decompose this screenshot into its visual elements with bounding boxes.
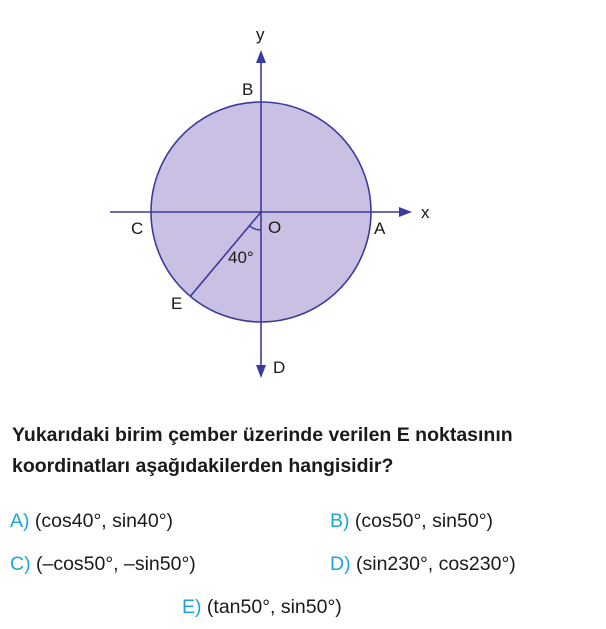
question-line-2: koordinatları aşağıdakilerden hangisidir? xyxy=(12,455,394,477)
option-d[interactable] xyxy=(330,553,516,576)
y-axis-arrow-icon xyxy=(256,50,266,63)
option-d-key: D) xyxy=(330,553,351,575)
point-a-label: A xyxy=(374,219,386,238)
option-e-text: (tan50°, sin50°) xyxy=(201,596,342,618)
x-axis-arrow-icon xyxy=(399,207,412,217)
point-e-label: E xyxy=(171,294,183,313)
option-e-key: E) xyxy=(182,596,202,618)
axis-y-label: y xyxy=(256,25,265,44)
point-d-label: D xyxy=(273,358,286,377)
origin-label: O xyxy=(268,218,282,237)
negative-y-arrow-icon xyxy=(256,365,266,378)
option-b-key: B) xyxy=(330,510,350,532)
option-a-key: A) xyxy=(10,510,30,532)
option-d-text: (sin230°, cos230°) xyxy=(350,553,516,575)
question-line-1: Yukarıdaki birim çember üzerinde verilen E noktasının xyxy=(12,424,513,446)
angle-label: 40° xyxy=(228,248,254,267)
option-c-key: C) xyxy=(10,553,31,575)
point-b-label: B xyxy=(242,80,254,99)
option-b-text: (cos50°, sin50°) xyxy=(349,510,493,532)
point-c-label: C xyxy=(131,219,144,238)
option-e[interactable] xyxy=(182,596,342,619)
option-a[interactable] xyxy=(10,510,173,533)
axis-x-label: x xyxy=(421,203,430,222)
option-c[interactable] xyxy=(10,553,196,576)
option-b[interactable] xyxy=(330,510,493,533)
question-text xyxy=(12,420,602,482)
option-c-text: (–cos50°, –sin50°) xyxy=(30,553,196,575)
option-a-text: (cos40°, sin40°) xyxy=(29,510,173,532)
